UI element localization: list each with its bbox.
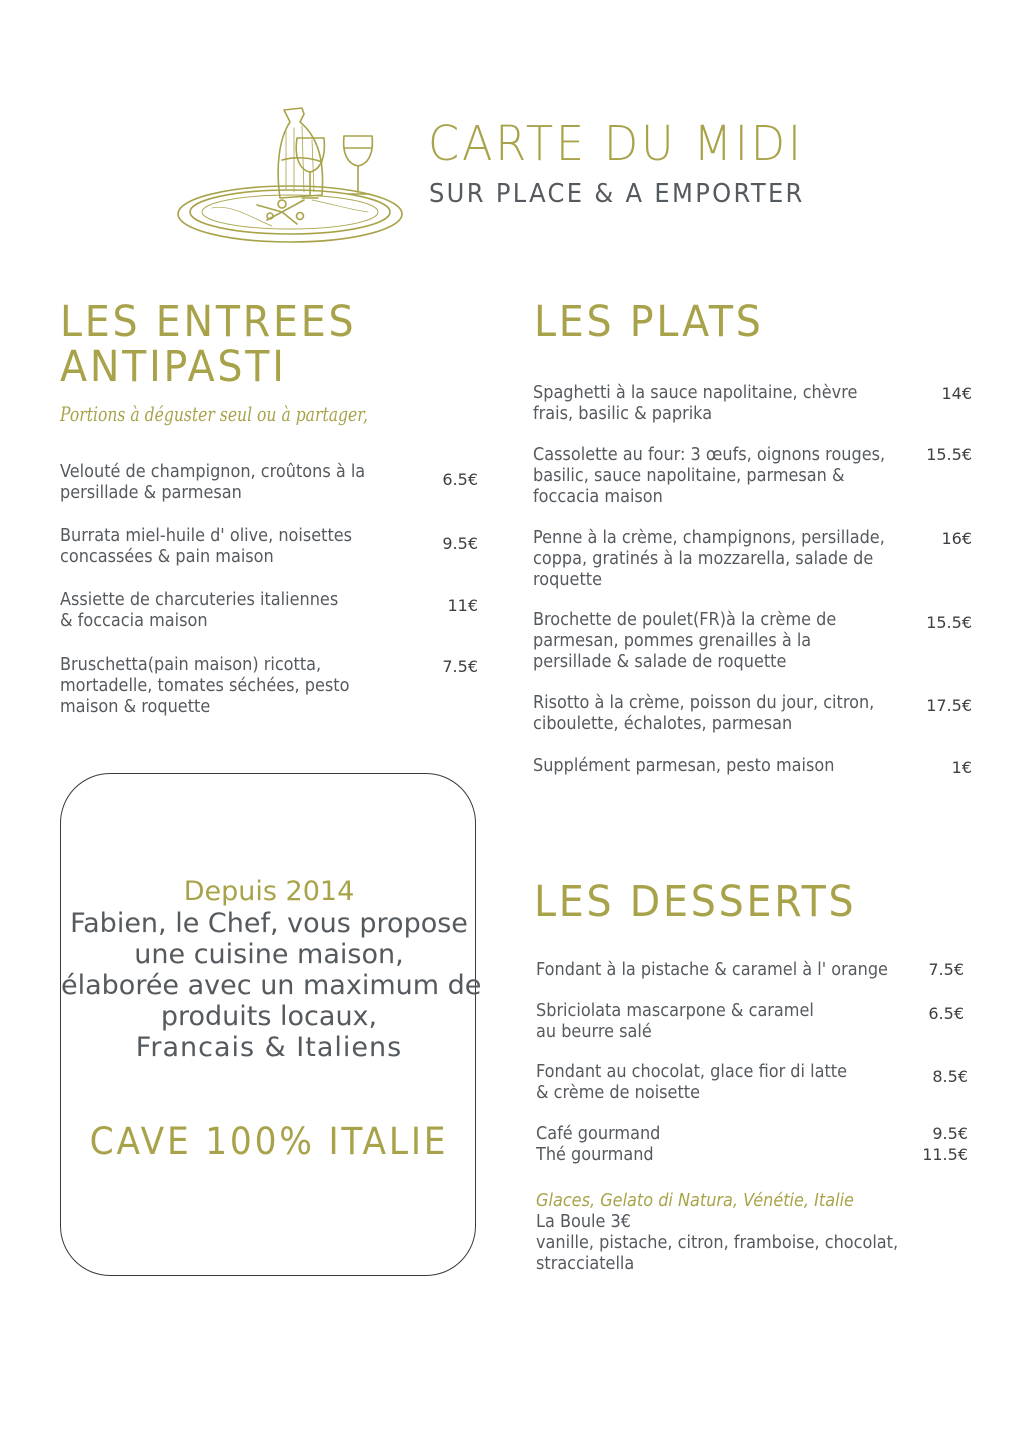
chef-text-line: une cuisine maison, bbox=[134, 939, 404, 970]
entree-item: Burrata miel-huile d' olive, noisettes concassées & pain maison bbox=[60, 526, 353, 567]
dessert-item: Fondant au chocolat, glace fior di latte & crème de noisette bbox=[536, 1062, 847, 1103]
entrees-tagline: Portions à déguster seul ou à partager, bbox=[60, 402, 368, 426]
entrees-title-line2: ANTIPASTI bbox=[60, 342, 287, 392]
glaces-flavours: vanille, pistache, citron, framboise, chocolat, bbox=[536, 1233, 899, 1253]
plat-item: Supplément parmesan, pesto maison bbox=[533, 756, 835, 776]
glaces-title: Glaces, Gelato di Natura, Vénétie, Italie bbox=[536, 1191, 854, 1211]
desserts-title: LES DESSERTS bbox=[534, 877, 857, 927]
plat-item: Penne à la crème, champignons, persillade, coppa, gratinés à la mozzarella, salade de roquette bbox=[533, 528, 885, 590]
plat-item: Spaghetti à la sauce napolitaine, chèvre frais, basilic & paprika bbox=[533, 383, 858, 424]
plat-price: 14€ bbox=[941, 384, 972, 403]
entree-item: Bruschetta(pain maison) ricotta, mortadelle, tomates séchées, pesto maison & roquette bbox=[60, 655, 350, 717]
plat-price: 1€ bbox=[951, 758, 972, 777]
plat-item: Risotto à la crème, poisson du jour, citron, ciboulette, échalotes, parmesan bbox=[533, 693, 875, 734]
pizza-carafe-illustration bbox=[172, 100, 412, 250]
chef-text-line: élaborée avec un maximum de bbox=[61, 970, 482, 1001]
glaces-block bbox=[536, 1191, 930, 1275]
chef-text-line: Fabien, le Chef, vous propose bbox=[70, 908, 468, 939]
entree-item: Velouté de champignon, croûtons à la persillade & parmesan bbox=[60, 462, 366, 503]
dessert-item: Sbriciolata mascarpone & caramel au beurre salé bbox=[536, 1001, 814, 1042]
chef-text-line: produits locaux, bbox=[160, 1001, 378, 1032]
plat-item: Brochette de poulet(FR)à la crème de parmesan, pommes grenailles à la persillade & salade de roquette bbox=[533, 610, 837, 672]
dessert-price: 7.5€ bbox=[928, 960, 964, 979]
entree-item: Assiette de charcuteries italiennes & foccacia maison bbox=[60, 590, 339, 631]
since-year: Depuis 2014 bbox=[183, 876, 355, 907]
menu-title: CARTE DU MIDI bbox=[428, 116, 804, 172]
glaces-flavours: stracciatella bbox=[536, 1254, 635, 1274]
entree-price: 9.5€ bbox=[442, 534, 478, 553]
dessert-price: 11.5€ bbox=[922, 1145, 968, 1164]
dessert-item: Café gourmand Thé gourmand bbox=[536, 1124, 661, 1165]
entree-price: 11€ bbox=[447, 596, 478, 615]
dessert-item: Fondant à la pistache & caramel à l' orange bbox=[536, 960, 888, 980]
dessert-price: 6.5€ bbox=[928, 1004, 964, 1023]
plat-price: 16€ bbox=[941, 529, 972, 548]
plat-price: 15.5€ bbox=[926, 613, 972, 632]
menu-subtitle: SUR PLACE & A EMPORTER bbox=[429, 179, 805, 209]
dessert-price: 9.5€ bbox=[932, 1124, 968, 1143]
entrees-title-line1: LES ENTREES bbox=[60, 297, 357, 347]
chef-text-line: Francais & Italiens bbox=[135, 1032, 403, 1063]
entree-price: 7.5€ bbox=[442, 657, 478, 676]
entree-price: 6.5€ bbox=[442, 470, 478, 489]
dessert-price: 8.5€ bbox=[932, 1067, 968, 1086]
plats-title: LES PLATS bbox=[534, 297, 764, 347]
plat-price: 15.5€ bbox=[926, 445, 972, 464]
glaces-boule: La Boule 3€ bbox=[536, 1212, 632, 1232]
cave-label: CAVE 100% ITALIE bbox=[89, 1120, 449, 1163]
chef-info-box bbox=[60, 773, 482, 1276]
plat-price: 17.5€ bbox=[926, 696, 972, 715]
plat-item: Cassolette au four: 3 œufs, oignons rouges, basilic, sauce napolitaine, parmesan & foccacia maison bbox=[533, 445, 886, 507]
